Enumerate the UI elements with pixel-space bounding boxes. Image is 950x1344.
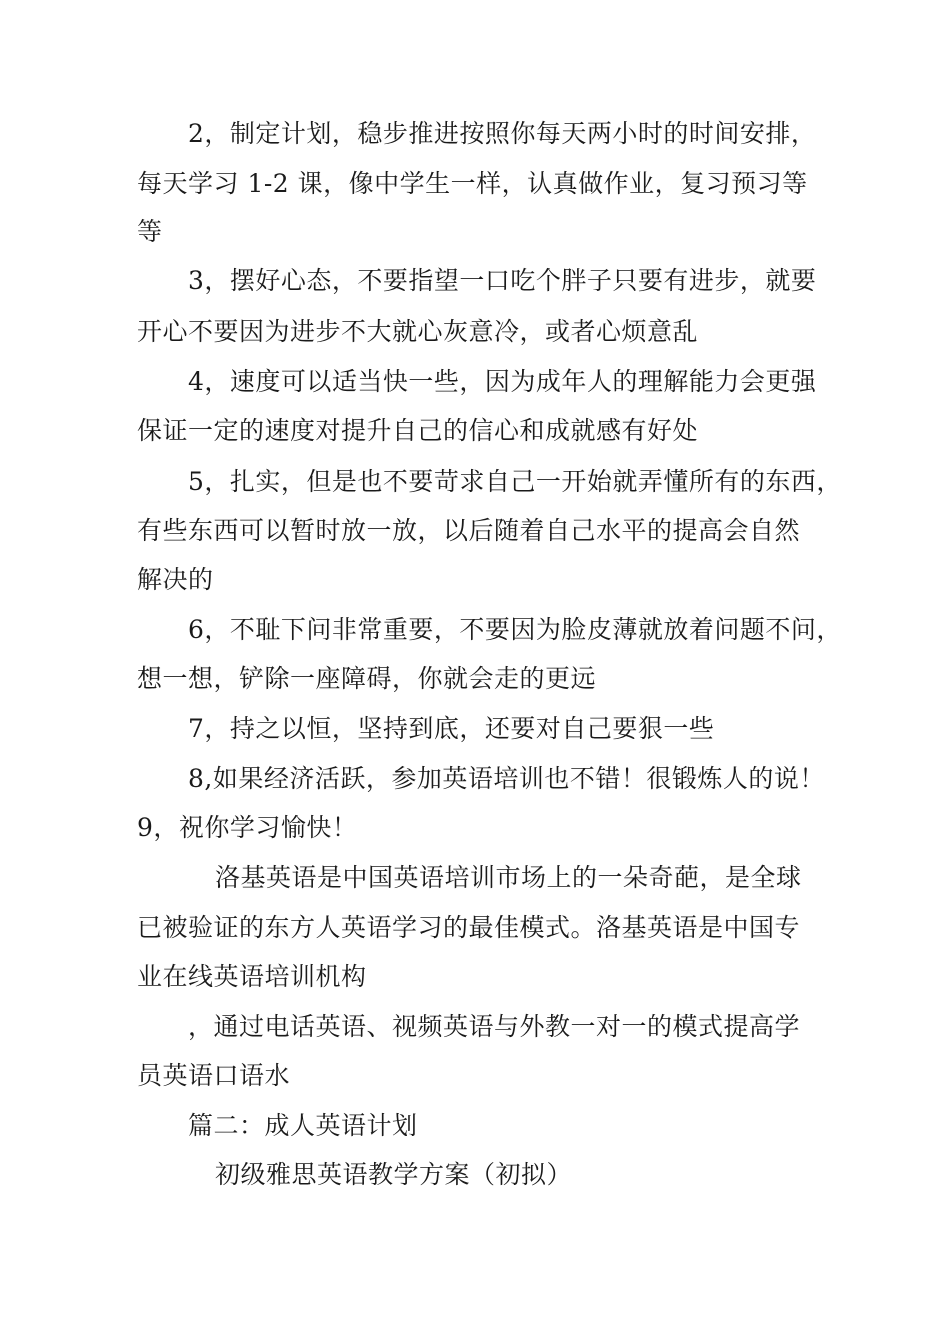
text-line: 2，制定计划，稳步推进按照你每天两小时的时间安排，	[188, 119, 817, 148]
text-line: 想一想，铲除一座障碍，你就会走的更远	[137, 664, 597, 693]
text-line: 解决的	[137, 565, 214, 594]
text-line: 3，摆好心态，不要指望一口吃个胖子只要有进步，就要	[188, 266, 817, 295]
section-heading: 篇二：成人英语计划	[188, 1111, 418, 1140]
text-line: 4，速度可以适当快一些，因为成年人的理解能力会更强	[188, 367, 817, 396]
text-line: 8,如果经济活跃，参加英语培训也不错！很锻炼人的说！	[188, 764, 825, 793]
text-line: 7，持之以恒，坚持到底，还要对自己要狠一些	[188, 714, 715, 743]
text-line: 业在线英语培训机构	[137, 962, 367, 991]
text-line: ，通过电话英语、视频英语与外教一对一的模式提高学	[188, 1012, 801, 1041]
text-line: 已被验证的东方人英语学习的最佳模式。洛基英语是中国专	[137, 913, 801, 942]
text-line: 6，不耻下问非常重要，不要因为脸皮薄就放着问题不问，	[188, 615, 842, 644]
text-line: 保证一定的速度对提升自己的信心和成就感有好处	[137, 416, 699, 445]
text-line: 有些东西可以暂时放一放，以后随着自己水平的提高会自然	[137, 516, 801, 545]
text-line: 洛基英语是中国英语培训市场上的一朵奇葩，是全球	[215, 863, 802, 892]
text-line: 开心不要因为进步不大就心灰意冷，或者心烦意乱	[137, 317, 699, 346]
text-line: 9，祝你学习愉快！	[137, 813, 358, 842]
subsection-heading: 初级雅思英语教学方案（初拟）	[215, 1160, 573, 1189]
text-line: 员英语口语水	[137, 1061, 291, 1090]
text-line: 每天学习 1-2 课，像中学生一样，认真做作业，复习预习等	[137, 169, 808, 198]
text-line: 等	[137, 217, 163, 246]
text-line: 5，扎实，但是也不要苛求自己一开始就弄懂所有的东西，	[188, 467, 842, 496]
